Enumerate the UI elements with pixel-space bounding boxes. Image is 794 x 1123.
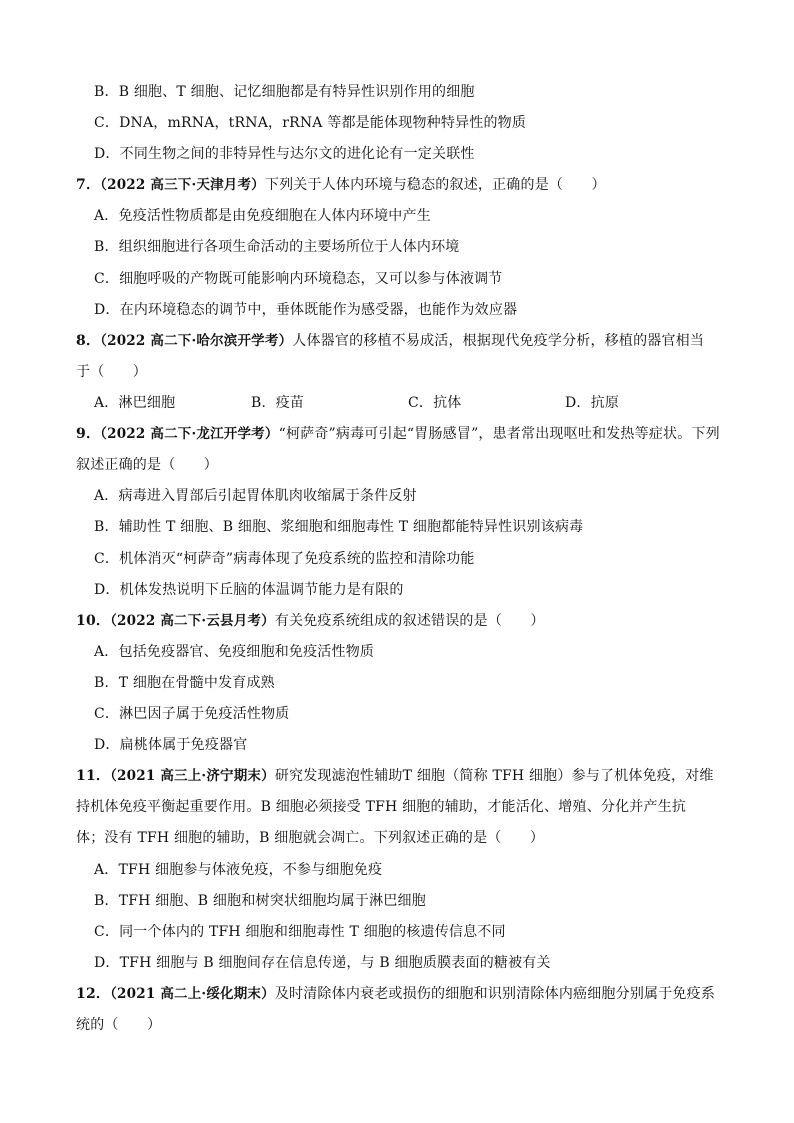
q7-option-c: C．细胞呼吸的产物既可能影响内环境稳态，又可以参与体液调节 <box>94 271 503 287</box>
q9-number: 9． <box>76 426 101 442</box>
q8-option-b: B．疫苗 <box>251 395 305 411</box>
q8-number: 8． <box>76 333 101 349</box>
q11-option-d: D．TFH 细胞与 B 细胞间存在信息传递，与 B 细胞质膜表面的糖被有关 <box>94 955 551 971</box>
q9-option-d: D．机体发热说明下丘脑的体温调节能力是有限的 <box>94 582 404 598</box>
q11-stem-continued: 持机体免疫平衡起重要作用。B 细胞必须接受 TFH 细胞的辅助，才能活化、增殖、分化并产生抗 <box>76 799 687 815</box>
q9-stem-continued: 叙述正确的是（ ） <box>76 457 218 473</box>
q10-option-d: D．扁桃体属于免疫器官 <box>94 737 248 753</box>
q8-option-d: D．抗原 <box>565 395 620 411</box>
q9-stem: “柯萨奇”病毒可引起“胃肠感冒”，患者常出现呕吐和发热等症状。下列 <box>278 426 720 442</box>
q11-stem: 研究发现滤泡性辅助T 细胞（简称 TFH 细胞）参与了机体免疫，对维 <box>274 768 714 784</box>
q10-stem: 有关免疫系统组成的叙述错误的是（ ） <box>274 613 545 629</box>
q10-stem-line <box>0 609 794 633</box>
q12-number: 12． <box>76 986 111 1002</box>
q11-stem-line <box>0 764 794 788</box>
q8-option-c: C．抗体 <box>408 395 462 411</box>
q8-stem-continued: 于（ ） <box>76 364 147 380</box>
q7-stem-line <box>0 173 794 197</box>
q9-option-a: A．病毒进入胃部后引起胃体肌肉收缩属于条件反射 <box>94 488 417 504</box>
q9-option-b: B．辅助性 T 细胞、B 细胞、浆细胞和细胞毒性 T 细胞都能特异性识别该病毒 <box>94 519 584 535</box>
q9-option-c: C．机体消灭“柯萨奇”病毒体现了免疫系统的监控和清除功能 <box>94 551 475 567</box>
q12-stem: 及时清除体内衰老或损伤的细胞和识别清除体内癌细胞分别属于免疫系 <box>274 986 716 1002</box>
q8-stem-line <box>0 329 794 353</box>
q8-options-row <box>0 391 794 415</box>
q9-stem-line <box>0 422 794 446</box>
q10-option-a: A．包括免疫器官、免疫细胞和免疫活性物质 <box>94 644 375 660</box>
q6-option-d: D．不同生物之间的非特异性与达尔文的进化论有一定关联性 <box>94 146 475 162</box>
q8-source: （2022 高二下·哈尔滨开学考） <box>100 333 293 349</box>
q11-source: （2021 高三上·济宁期末） <box>110 768 275 784</box>
q7-number: 7． <box>76 177 101 193</box>
q12-stem-line <box>0 982 794 1006</box>
q10-number: 10． <box>76 613 111 629</box>
q12-stem-continued: 统的（ ） <box>76 1017 162 1033</box>
q11-option-a: A．TFH 细胞参与体液免疫，不参与细胞免疫 <box>94 862 383 878</box>
q7-source: （2022 高三下·天津月考） <box>100 177 265 193</box>
q10-source: （2022 高二下·云县月考） <box>110 613 275 629</box>
q11-number: 11． <box>76 768 111 784</box>
q7-option-b: B．组织细胞进行各项生命活动的主要场所位于人体内环境 <box>94 239 460 255</box>
q9-source: （2022 高二下·龙江开学考） <box>100 426 279 442</box>
q8-option-a: A．淋巴细胞 <box>94 395 176 411</box>
q11-option-b: B．TFH 细胞、B 细胞和树突状细胞均属于淋巴细胞 <box>94 893 426 909</box>
q12-source: （2021 高二上·绥化期末） <box>110 986 275 1002</box>
q8-stem: 人体器官的移植不易成活，根据现代免疫学分析，移植的器官相当 <box>292 333 705 349</box>
q7-stem: 下列关于人体内环境与稳态的叙述，正确的是（ ） <box>264 177 606 193</box>
q7-option-d: D．在内环境稳态的调节中，垂体既能作为感受器，也能作为效应器 <box>94 302 518 318</box>
q6-option-c: C．DNA，mRNA，tRNA，rRNA 等都是能体现物种特异性的物质 <box>94 115 527 131</box>
q11-stem-continued-2: 体；没有 TFH 细胞的辅助，B 细胞就会凋亡。下列叙述正确的是（ ） <box>76 830 545 846</box>
q6-option-b: B．B 细胞、T 细胞、记忆细胞都是有特异性识别作用的细胞 <box>94 84 475 100</box>
q7-option-a: A．免疫活性物质都是由免疫细胞在人体内环境中产生 <box>94 208 431 224</box>
q10-option-c: C．淋巴因子属于免疫活性物质 <box>94 706 290 722</box>
q10-option-b: B．T 细胞在骨髓中发育成熟 <box>94 675 275 691</box>
q11-option-c: C．同一个体内的 TFH 细胞和细胞毒性 T 细胞的核遗传信息不同 <box>94 924 506 940</box>
